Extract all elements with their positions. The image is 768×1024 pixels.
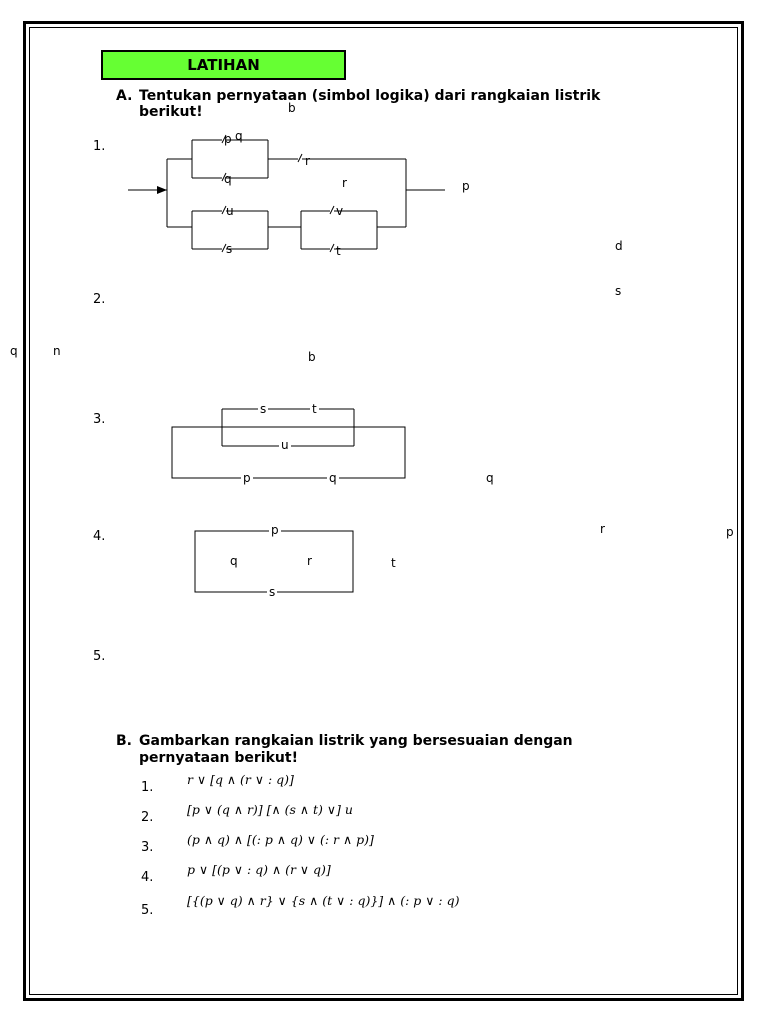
circuit-1-label-v: v bbox=[336, 204, 344, 218]
circuit-4-label-t: t bbox=[391, 556, 396, 570]
formula-2: [p ∨ (q ∧ r)] [∧ (s ∧ t) ∨] u bbox=[187, 802, 353, 817]
circuit-4-label-q: q bbox=[230, 554, 238, 568]
question-number-4: 4. bbox=[93, 529, 106, 544]
circuit-1-label-p: p bbox=[224, 132, 232, 146]
question-number-5: 5. bbox=[93, 649, 106, 664]
item-number-3: 3. bbox=[141, 840, 154, 855]
title-latihan: LATIHAN bbox=[101, 50, 346, 80]
stray-letter-q: q bbox=[10, 344, 18, 358]
section-b-line2: pernyataan berikut! bbox=[139, 750, 298, 766]
circuit-4-label-p: p bbox=[271, 523, 279, 537]
formula-3: (p ∧ q) ∧ [(: p ∧ q) ∨ (: r ∧ p)] bbox=[187, 832, 374, 847]
switch-r bbox=[298, 154, 302, 162]
section-b-line1: Gambarkan rangkaian listrik yang bersesuaian dengan bbox=[139, 733, 573, 749]
circuit-1-label-u: u bbox=[226, 204, 234, 218]
stray-letter-q2: q bbox=[486, 471, 494, 485]
circuit-1-label-s: s bbox=[226, 242, 233, 256]
formula-4: p ∨ [(p ∨ : q) ∧ (r ∨ q)] bbox=[187, 862, 331, 877]
circuit-4-label-s: s bbox=[269, 585, 276, 599]
item-number-5: 5. bbox=[141, 903, 154, 918]
switch-v bbox=[330, 206, 334, 214]
stray-letter-b2: b bbox=[308, 350, 316, 364]
circuit-3-outer-loop bbox=[172, 427, 405, 478]
circuit-3-label-p: p bbox=[243, 471, 251, 485]
stray-letter-p: p bbox=[726, 525, 734, 539]
circuit-1-label-q: q bbox=[235, 129, 243, 143]
circuit-1 bbox=[128, 135, 445, 252]
circuit-4-loop bbox=[195, 531, 353, 592]
circuit-3-label-t: t bbox=[312, 402, 317, 416]
circuit-1-label-t: t bbox=[336, 244, 341, 258]
formula-1: r ∨ [q ∧ (r ∨ : q)] bbox=[187, 772, 294, 787]
switch-t bbox=[330, 244, 334, 252]
circuit-4-label-r: r bbox=[307, 554, 312, 568]
item-number-4: 4. bbox=[141, 870, 154, 885]
arrow-icon bbox=[157, 186, 167, 194]
stray-letter-n: n bbox=[53, 344, 61, 358]
circuit-1-label-r: r bbox=[305, 154, 310, 168]
circuit-3-label-u: u bbox=[281, 438, 289, 452]
stray-letter-b: b bbox=[288, 101, 296, 115]
formula-5: [{(p ∨ q) ∧ r} ∨ {s ∧ (t ∨ : q)}] ∧ (: p ∨ : q) bbox=[187, 893, 460, 908]
circuit-3-label-s: s bbox=[260, 402, 267, 416]
stray-letter-r: r bbox=[342, 176, 347, 190]
section-a-line1: Tentukan pernyataan (simbol logika) dari rangkaian listrik bbox=[139, 88, 601, 104]
stray-letter-d: d bbox=[615, 239, 623, 253]
question-number-2: 2. bbox=[93, 292, 106, 307]
question-number-3: 3. bbox=[93, 412, 106, 427]
section-b-letter: B. bbox=[116, 733, 132, 749]
item-number-2: 2. bbox=[141, 810, 154, 825]
question-number-1: 1. bbox=[93, 139, 106, 154]
circuit-4 bbox=[195, 531, 353, 592]
circuit-1-label-q2: q bbox=[224, 172, 232, 186]
section-a-line2: berikut! bbox=[139, 104, 203, 120]
item-number-1: 1. bbox=[141, 780, 154, 795]
stray-letter-s: s bbox=[615, 284, 622, 298]
circuit-1-output-label-p: p bbox=[462, 179, 470, 193]
circuit-3-label-q: q bbox=[329, 471, 337, 485]
section-a-letter: A. bbox=[116, 88, 133, 104]
stray-letter-r: r bbox=[600, 522, 605, 536]
